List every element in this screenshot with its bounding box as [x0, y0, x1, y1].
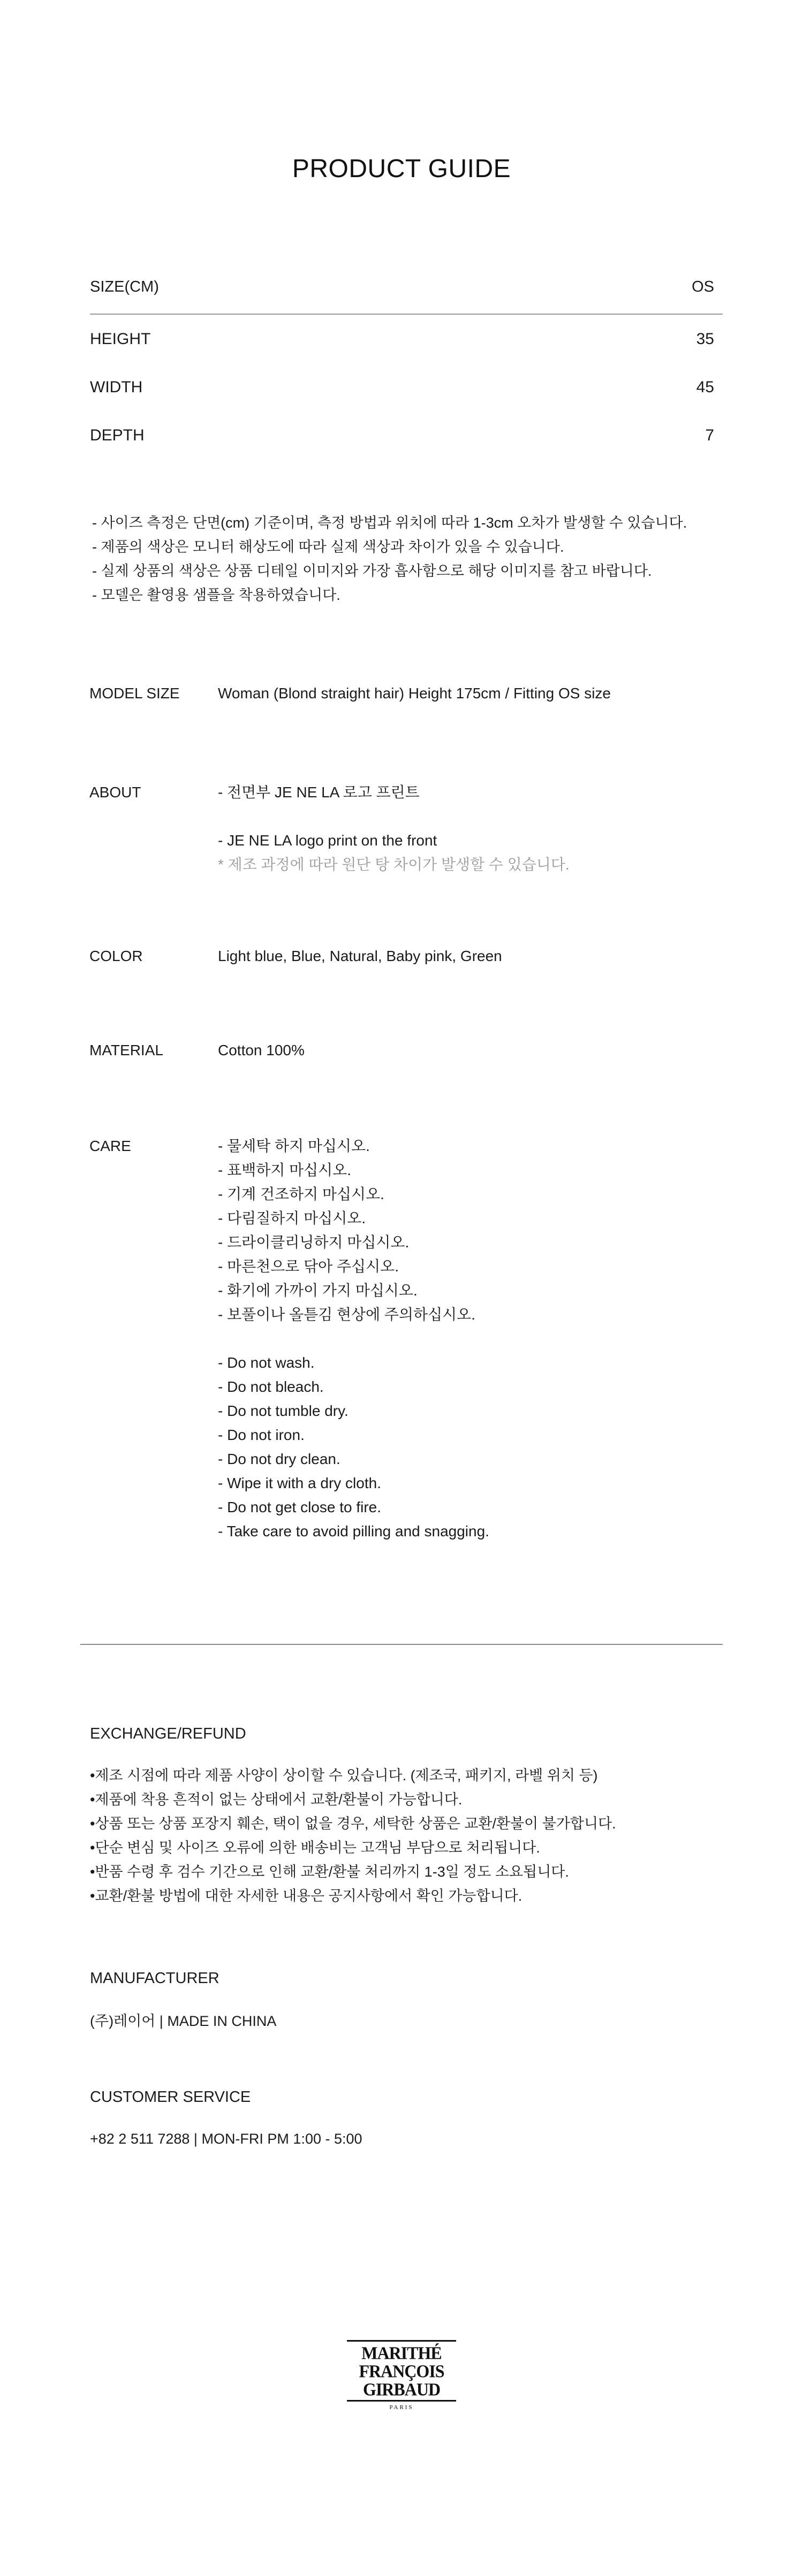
manufacturer-value	[90, 2009, 276, 2033]
about-label: ABOUT	[89, 784, 141, 801]
care-line-ko: - 화기에 가까이 가지 마십시오.	[218, 1282, 418, 1299]
logo-line-1: MARITHÉ	[361, 2343, 442, 2363]
model-size-label: MODEL SIZE	[89, 685, 180, 702]
care-line-en: - Do not wash.	[218, 1354, 315, 1371]
size-table-header	[90, 278, 723, 315]
page-title: PRODUCT GUIDE	[292, 155, 511, 183]
care-line-en: - Take care to avoid pilling and snagging.	[218, 1523, 489, 1539]
note-line: - 제품의 색상은 모니터 해상도에 따라 실제 색상과 차이가 있을 수 있습니다.	[92, 539, 564, 555]
exchange-line: •제품에 착용 흔적이 없는 상태에서 교환/환불이 가능합니다.	[90, 1792, 463, 1808]
care-line-ko: - 기계 건조하지 마십시오.	[218, 1186, 384, 1202]
size-table	[90, 278, 723, 460]
care-line-en: - Do not tumble dry.	[218, 1403, 349, 1419]
color-value	[218, 944, 726, 968]
size-notes	[92, 511, 734, 607]
note-line: - 실제 상품의 색상은 상품 디테일 이미지와 가장 흡사함으로 해당 이미지를 참고 바랍니다.	[92, 563, 652, 579]
size-row-height	[90, 315, 723, 363]
exchange-body	[90, 1764, 616, 1908]
material-value	[218, 1038, 726, 1062]
care-line-en: - Do not get close to fire.	[218, 1499, 382, 1515]
exchange-title: EXCHANGE/REFUND	[90, 1725, 246, 1742]
size-row-label: HEIGHT	[90, 330, 151, 348]
care-value	[218, 1134, 726, 1543]
size-row-label: WIDTH	[90, 378, 143, 396]
size-header-label: SIZE(CM)	[90, 278, 159, 295]
care-line-ko: - 물세탁 하지 마십시오.	[218, 1138, 370, 1154]
care-line-en: - Wipe it with a dry cloth.	[218, 1475, 381, 1491]
exchange-line: •제조 시점에 따라 제품 사양이 상이할 수 있습니다. (제조국, 패키지, 라벨 위치 등)	[90, 1767, 598, 1784]
care-line-en: - Do not iron.	[218, 1427, 305, 1443]
about-value	[218, 780, 726, 877]
logo-line-3: GIRBAUD	[362, 2379, 441, 2399]
logo-rule-bottom	[347, 2400, 456, 2402]
care-line-ko: - 다림질하지 마십시오.	[218, 1210, 366, 1226]
customer-service-title: CUSTOMER SERVICE	[90, 2089, 251, 2106]
model-size-text: Woman (Blond straight hair) Height 175cm / Fitting OS size	[218, 685, 611, 702]
about-line-ko: - 전면부 JE NE LA 로고 프린트	[218, 784, 420, 801]
manufacturer-title: MANUFACTURER	[90, 1970, 219, 1987]
about-note: * 제조 과정에 따라 원단 탕 차이가 발생할 수 있습니다.	[218, 856, 570, 873]
color-label: COLOR	[89, 948, 143, 964]
size-row-value: 45	[696, 378, 714, 396]
exchange-line: •교환/환불 방법에 대한 자세한 내용은 공지사항에서 확인 가능합니다.	[90, 1888, 522, 1904]
care-line-en: - Do not bleach.	[218, 1378, 324, 1395]
logo-subtext: PARIS	[389, 2404, 414, 2411]
care-line-en: - Do not dry clean.	[218, 1451, 340, 1467]
size-row-depth	[90, 411, 723, 460]
size-header-value: OS	[692, 278, 714, 295]
note-line: - 사이즈 측정은 단면(cm) 기준이며, 측정 방법과 위치에 따라 1-3cm 오차가 발생할 수 있습니다.	[92, 515, 687, 531]
size-row-label: DEPTH	[90, 426, 145, 444]
care-line-ko: - 보풀이나 올튿김 현상에 주의하십시오.	[218, 1306, 475, 1323]
size-row-width	[90, 363, 723, 411]
material-label: MATERIAL	[89, 1042, 163, 1058]
care-line-ko: - 드라이클리닝하지 마십시오.	[218, 1234, 410, 1251]
model-size-value	[218, 681, 726, 705]
size-row-value: 7	[705, 426, 714, 444]
size-row-value: 35	[696, 330, 714, 348]
brand-logo	[347, 2340, 456, 2413]
manufacturer-text: (주)레이어 | MADE IN CHINA	[90, 2013, 277, 2029]
exchange-line: •상품 또는 상품 포장지 훼손, 택이 없을 경우, 세탁한 상품은 교환/환불이 불가합니다.	[90, 1816, 616, 1832]
care-label: CARE	[89, 1138, 131, 1154]
material-text: Cotton 100%	[218, 1042, 305, 1058]
about-line-en: - JE NE LA logo print on the front	[218, 832, 437, 849]
logo-rule-top	[347, 2340, 456, 2342]
section-divider	[80, 1644, 723, 1645]
customer-service-value	[90, 2127, 362, 2151]
care-line-ko: - 표백하지 마십시오.	[218, 1162, 352, 1178]
exchange-line: •반품 수령 후 검수 기간으로 인해 교환/환불 처리까지 1-3일 정도 소요됩니다.	[90, 1864, 569, 1880]
exchange-line: •단순 변심 및 사이즈 오류에 의한 배송비는 고객님 부담으로 처리됩니다.	[90, 1840, 540, 1856]
care-line-ko: - 마른천으로 닦아 주십시오.	[218, 1258, 399, 1275]
color-text: Light blue, Blue, Natural, Baby pink, Green	[218, 948, 502, 964]
note-line: - 모델은 촬영용 샘플을 착용하였습니다.	[92, 587, 340, 603]
logo-line-2: FRANÇOIS	[359, 2361, 444, 2381]
customer-service-text: +82 2 511 7288 | MON-FRI PM 1:00 - 5:00	[90, 2131, 362, 2147]
